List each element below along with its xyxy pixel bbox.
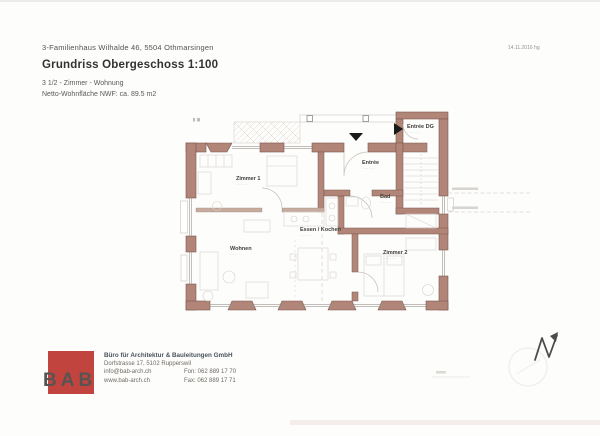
room-area-note: ·······: [230, 253, 243, 258]
room-name: Entrée: [362, 160, 380, 166]
room-name: Entrée DG: [407, 124, 434, 130]
page-title: Grundriss Obergeschoss 1:100: [42, 59, 219, 71]
north-arrow-icon: [535, 332, 558, 360]
company-fax: Fax: 062 889 17 71: [184, 377, 236, 384]
room-label-entree-dg: [407, 124, 434, 135]
company-contact-row-2: [104, 377, 269, 385]
room-name: Zimmer 2: [383, 250, 408, 256]
room-area-note: ·······: [383, 257, 396, 262]
date-note: 14.11.2016 hg: [508, 45, 540, 51]
company-address: Dorfstrasse 17, 5102 Rupperswil: [104, 361, 192, 368]
furniture-zimmer2: [364, 238, 436, 296]
dimension-lines: [448, 188, 532, 213]
net-area-subtitle: Netto-Wohnfläche NWF: ca. 89.5 m2: [42, 91, 157, 98]
room-name: Bad: [380, 194, 391, 200]
compass-circle: [509, 348, 547, 386]
company-phone: Fon: 062 889 17 70: [184, 369, 237, 376]
company-contact-row-1: [104, 368, 269, 376]
room-label-wohnen: [230, 246, 252, 257]
apartment-subtitle: 3 1/2 - Zimmer - Wohnung: [42, 80, 124, 87]
balcony-hatch: [234, 122, 300, 143]
room-label-essen-kochen: [300, 227, 341, 238]
furniture-wohnen: [200, 220, 270, 301]
company-website: www.bab-arch.ch: [104, 377, 151, 384]
company-logo-text: BAB: [43, 370, 97, 391]
scan-smudge: [432, 371, 470, 377]
company-name: Büro für Architektur & Bauleitungen GmbH: [104, 352, 233, 359]
room-area-note: ·······: [407, 131, 420, 136]
flat-entry-arrow-icon: [349, 133, 363, 141]
room-area-note: ·······: [362, 167, 375, 172]
scan-speck: [193, 118, 200, 122]
stairs: [404, 154, 438, 206]
gallery-edge-band: [300, 115, 397, 122]
interior-walls: [318, 143, 448, 301]
room-label-zimmer-1: [236, 176, 260, 187]
room-name: Essen / Kochen: [300, 227, 341, 233]
room-area-note: ·······: [380, 201, 393, 206]
room-name: Zimmer 1: [236, 176, 261, 182]
room-name: Wohnen: [230, 246, 252, 252]
company-email: info@bab-arch.ch: [104, 369, 152, 376]
project-line: 3-Familienhaus Wilhalde 46, 5504 Othmarsingen: [42, 43, 214, 52]
room-area-note: ·······: [300, 234, 313, 239]
room-label-bad: [380, 194, 392, 205]
room-label-zimmer-2: [383, 250, 407, 261]
company-info-block: [104, 352, 269, 385]
room-label-entree: [362, 160, 379, 171]
room-area-note: ·······: [236, 183, 249, 188]
